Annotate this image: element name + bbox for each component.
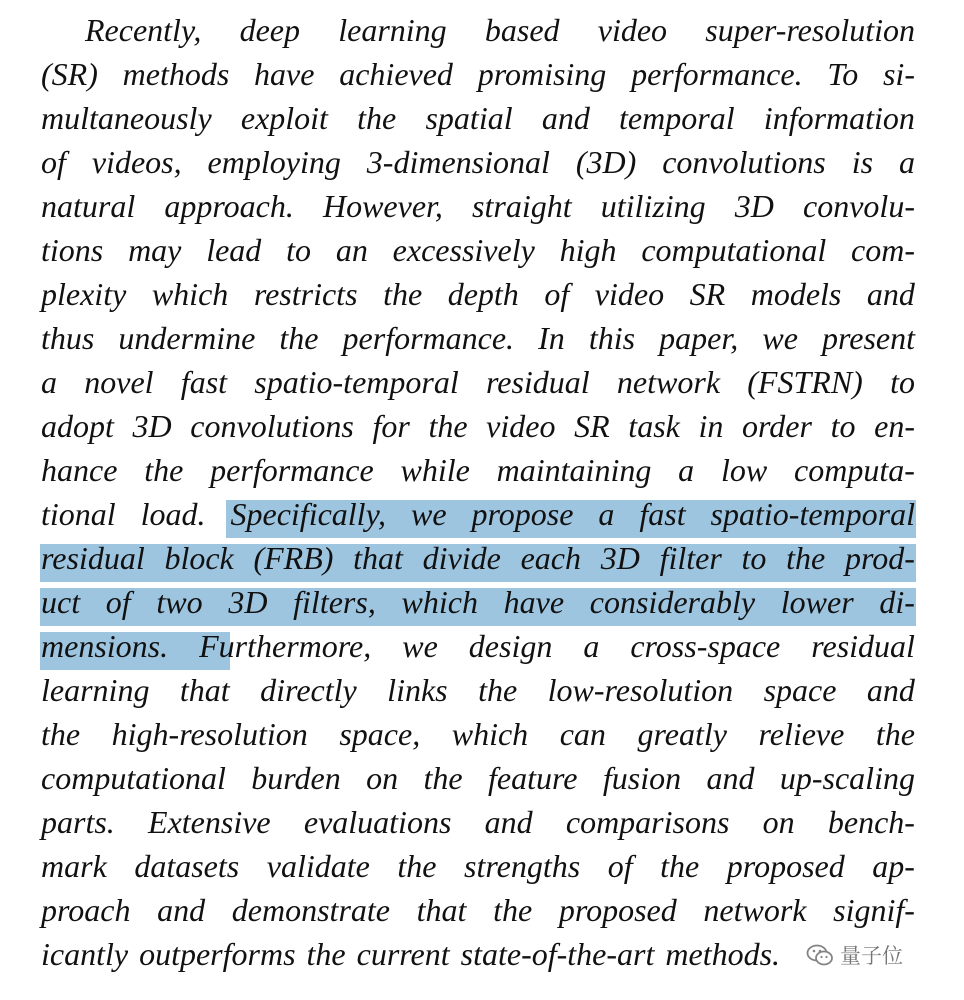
- abstract-line: [41, 580, 915, 624]
- abstract-word: block: [164, 540, 234, 576]
- abstract-word: residual: [41, 540, 145, 576]
- abstract-word: fast: [180, 364, 228, 400]
- abstract-line: [41, 712, 915, 756]
- abstract-word: icantly: [41, 936, 129, 972]
- abstract-line: [41, 888, 915, 932]
- abstract-word: computational: [641, 232, 827, 268]
- abstract-word: video: [486, 408, 556, 444]
- abstract-word: cross-space: [630, 628, 781, 664]
- abstract-word: undermine: [118, 320, 256, 356]
- abstract-word: lower: [780, 584, 854, 620]
- abstract-word: and: [484, 804, 533, 840]
- abstract-word: fusion: [602, 760, 682, 796]
- abstract-word: adopt: [41, 408, 114, 444]
- abstract-word: spatio-temporal: [254, 364, 459, 400]
- watermark: [806, 940, 903, 970]
- abstract-word: an: [335, 232, 368, 268]
- abstract-word: a: [899, 144, 915, 180]
- abstract-word: low: [720, 452, 768, 488]
- abstract-word: burden: [251, 760, 341, 796]
- abstract-word: outperforms: [139, 936, 296, 972]
- abstract-word: learning: [41, 672, 150, 708]
- abstract-word: the: [428, 408, 468, 444]
- abstract-word: plexity: [41, 276, 127, 312]
- abstract-word: each: [520, 540, 581, 576]
- abstract-word: considerably: [589, 584, 756, 620]
- abstract-word: spatio-temporal: [710, 496, 915, 532]
- abstract-word: strengths: [464, 848, 581, 884]
- abstract-word: may: [128, 232, 182, 268]
- abstract-word: convolutions: [662, 144, 826, 180]
- abstract-word: mark: [41, 848, 107, 884]
- abstract-line: [41, 96, 915, 140]
- abstract-word: videos,: [91, 144, 182, 180]
- wechat-icon: [806, 943, 834, 967]
- abstract-word: filters,: [293, 584, 376, 620]
- abstract-word: of: [607, 848, 633, 884]
- abstract-word: novel: [84, 364, 154, 400]
- abstract-word: a: [41, 364, 57, 400]
- abstract-word: filter: [659, 540, 722, 576]
- abstract-word: Extensive: [148, 804, 271, 840]
- abstract-word: the: [383, 276, 423, 312]
- abstract-word: achieved: [339, 56, 453, 92]
- abstract-word: we: [762, 320, 798, 356]
- abstract-word: which: [151, 276, 229, 312]
- abstract-word: employing: [207, 144, 341, 180]
- abstract-word: the: [786, 540, 826, 576]
- abstract-word: convolu-: [803, 188, 915, 224]
- abstract-word: Specifically,: [230, 496, 386, 532]
- abstract-word: the: [306, 936, 346, 972]
- abstract-word: performance.: [342, 320, 515, 356]
- abstract-word: (3D): [575, 144, 637, 180]
- abstract-word: ap-: [872, 848, 915, 884]
- abstract-word: the: [279, 320, 319, 356]
- abstract-word: space: [763, 672, 837, 708]
- abstract-word: temporal: [619, 100, 735, 136]
- abstract-word: (FRB): [253, 540, 334, 576]
- abstract-word: up-scaling: [779, 760, 915, 796]
- abstract-word: that: [179, 672, 230, 708]
- abstract-word: low-resolution: [547, 672, 734, 708]
- abstract-word: we: [410, 496, 447, 532]
- abstract-word: directly: [260, 672, 357, 708]
- abstract-line: [41, 756, 915, 800]
- abstract-word: depth: [447, 276, 519, 312]
- abstract-word: mensions.: [41, 628, 169, 664]
- abstract-word: of: [544, 276, 570, 312]
- abstract-word: 3D: [132, 408, 172, 444]
- abstract-word: present: [821, 320, 915, 356]
- abstract-word: en-: [874, 408, 915, 444]
- abstract-line: [41, 448, 915, 492]
- abstract-word: of: [41, 144, 66, 180]
- abstract-word: space,: [339, 716, 421, 752]
- abstract-line: [85, 8, 915, 52]
- abstract-word: have: [254, 56, 315, 92]
- abstract-word: super-resolution: [705, 12, 915, 48]
- abstract-word: to: [830, 408, 856, 444]
- abstract-word: parts.: [41, 804, 115, 840]
- abstract-word: state-of-the-art: [460, 936, 655, 972]
- abstract-word: based: [484, 12, 560, 48]
- abstract-word: tional: [41, 496, 116, 532]
- abstract-word: the: [875, 716, 915, 752]
- abstract-word: tions: [41, 232, 104, 268]
- abstract-word: have: [503, 584, 565, 620]
- abstract-word: the: [397, 848, 437, 884]
- abstract-word: links: [387, 672, 448, 708]
- abstract-word: proposed: [558, 892, 677, 928]
- abstract-word: high-resolution: [111, 716, 308, 752]
- abstract-word: and: [866, 672, 915, 708]
- abstract-word: that: [416, 892, 467, 928]
- abstract-word: spatial: [425, 100, 513, 136]
- abstract-word: on: [762, 804, 795, 840]
- abstract-word: lead: [206, 232, 262, 268]
- abstract-word: information: [763, 100, 915, 136]
- abstract-word: while: [400, 452, 470, 488]
- abstract-word: proposed: [726, 848, 845, 884]
- abstract-word: and: [866, 276, 915, 312]
- abstract-line: [41, 316, 915, 360]
- abstract-word: exploit: [240, 100, 328, 136]
- abstract-word: load.: [140, 496, 206, 532]
- abstract-word: (FSTRN): [747, 364, 863, 400]
- abstract-word: residual: [485, 364, 590, 400]
- abstract-word: multaneously: [41, 100, 212, 136]
- abstract-line: [41, 844, 915, 888]
- abstract-word: di-: [879, 584, 915, 620]
- abstract-word: to: [286, 232, 312, 268]
- abstract-line: [41, 800, 915, 844]
- abstract-word: and: [157, 892, 206, 928]
- abstract-word: a: [598, 496, 615, 532]
- abstract-word: promising: [477, 56, 607, 92]
- abstract-word: video: [597, 12, 668, 48]
- abstract-word: evaluations: [303, 804, 452, 840]
- abstract-word: models: [750, 276, 842, 312]
- abstract-word: we: [402, 628, 438, 664]
- abstract-word: video: [594, 276, 665, 312]
- abstract-word: the: [493, 892, 533, 928]
- abstract-word: bench-: [827, 804, 915, 840]
- abstract-word: performance: [210, 452, 374, 488]
- abstract-word: proach: [41, 892, 131, 928]
- abstract-word: demonstrate: [231, 892, 390, 928]
- abstract-line: [41, 404, 915, 448]
- abstract-word: which: [401, 584, 478, 620]
- abstract-word: learning: [338, 12, 447, 48]
- abstract-word: task: [628, 408, 680, 444]
- abstract-word: current: [356, 936, 450, 972]
- abstract-word: network: [703, 892, 807, 928]
- abstract-word: on: [366, 760, 399, 796]
- watermark-label: 量子位: [840, 944, 903, 968]
- abstract-word: feature: [488, 760, 578, 796]
- abstract-line: [41, 932, 915, 976]
- abstract-word: maintaining: [496, 452, 652, 488]
- abstract-word: hance: [41, 452, 118, 488]
- abstract-word: this: [588, 320, 636, 356]
- abstract-word: natural: [41, 188, 136, 224]
- abstract-word: a: [678, 452, 695, 488]
- abstract-line: [41, 272, 915, 316]
- abstract-word: and: [541, 100, 590, 136]
- abstract-word: datasets: [134, 848, 240, 884]
- abstract-word: paper,: [659, 320, 739, 356]
- abstract-word: that: [353, 540, 403, 576]
- abstract-word: deep: [239, 12, 300, 48]
- abstract-word: prod-: [844, 540, 915, 576]
- abstract-word: methods: [122, 56, 230, 92]
- abstract-word: and: [706, 760, 755, 796]
- abstract-line: [41, 536, 915, 580]
- abstract-word: two: [156, 584, 203, 620]
- abstract-word: greatly: [637, 716, 727, 752]
- abstract-line: [41, 360, 915, 404]
- abstract-word: restricts: [253, 276, 358, 312]
- abstract-word: to: [890, 364, 915, 400]
- abstract-word: Recently,: [85, 12, 202, 48]
- abstract-line: [41, 624, 915, 668]
- abstract-word: convolutions: [190, 408, 354, 444]
- abstract-word: divide: [422, 540, 501, 576]
- abstract-word: the: [660, 848, 700, 884]
- abstract-word: is: [851, 144, 874, 180]
- abstract-word: Furthermore,: [199, 628, 372, 664]
- abstract-line: [41, 228, 915, 272]
- abstract-word: (SR): [41, 56, 98, 92]
- abstract-word: residual: [811, 628, 915, 664]
- abstract-word: to: [741, 540, 767, 576]
- abstract-word: order: [742, 408, 812, 444]
- abstract-word: computational: [41, 760, 226, 796]
- abstract-word: the: [144, 452, 184, 488]
- abstract-word: si-: [882, 56, 915, 92]
- abstract-word: 3D: [600, 540, 640, 576]
- abstract-word: In: [538, 320, 565, 356]
- abstract-word: network: [616, 364, 721, 400]
- abstract-word: the: [423, 760, 463, 796]
- abstract-word: However,: [322, 188, 443, 224]
- abstract-line: [41, 492, 915, 536]
- abstract-line: [41, 140, 915, 184]
- abstract-word: 3D: [228, 584, 268, 620]
- abstract-word: can: [559, 716, 606, 752]
- abstract-word: for: [372, 408, 410, 444]
- abstract-word: methods.: [665, 936, 781, 972]
- abstract-word: To: [827, 56, 859, 92]
- abstract-word: SR: [689, 276, 726, 312]
- abstract-word: excessively: [392, 232, 535, 268]
- abstract-word: utilizing: [600, 188, 706, 224]
- abstract-word: thus: [41, 320, 95, 356]
- abstract-word: straight: [472, 188, 572, 224]
- abstract-word: in: [698, 408, 724, 444]
- abstract-word: SR: [574, 408, 610, 444]
- abstract-word: a: [583, 628, 600, 664]
- abstract-word: 3-dimensional: [366, 144, 550, 180]
- abstract-word: approach.: [164, 188, 294, 224]
- abstract-word: com-: [851, 232, 915, 268]
- abstract-word: validate: [266, 848, 370, 884]
- abstract-word: of: [105, 584, 131, 620]
- abstract-line: [41, 184, 915, 228]
- abstract-word: design: [468, 628, 553, 664]
- abstract-word: computa-: [794, 452, 915, 488]
- abstract-word: the: [41, 716, 81, 752]
- abstract-word: high: [559, 232, 617, 268]
- abstract-word: comparisons: [565, 804, 730, 840]
- abstract-word: which: [451, 716, 529, 752]
- abstract-word: relieve: [758, 716, 845, 752]
- abstract-word: signif-: [833, 892, 915, 928]
- abstract-word: fast: [639, 496, 686, 532]
- abstract-word: the: [357, 100, 397, 136]
- abstract-word: 3D: [734, 188, 774, 224]
- abstract-word: propose: [471, 496, 574, 532]
- abstract-word: the: [478, 672, 518, 708]
- abstract-word: performance.: [631, 56, 803, 92]
- abstract-line: [41, 668, 915, 712]
- abstract-word: uct: [41, 584, 81, 620]
- abstract-line: [41, 52, 915, 96]
